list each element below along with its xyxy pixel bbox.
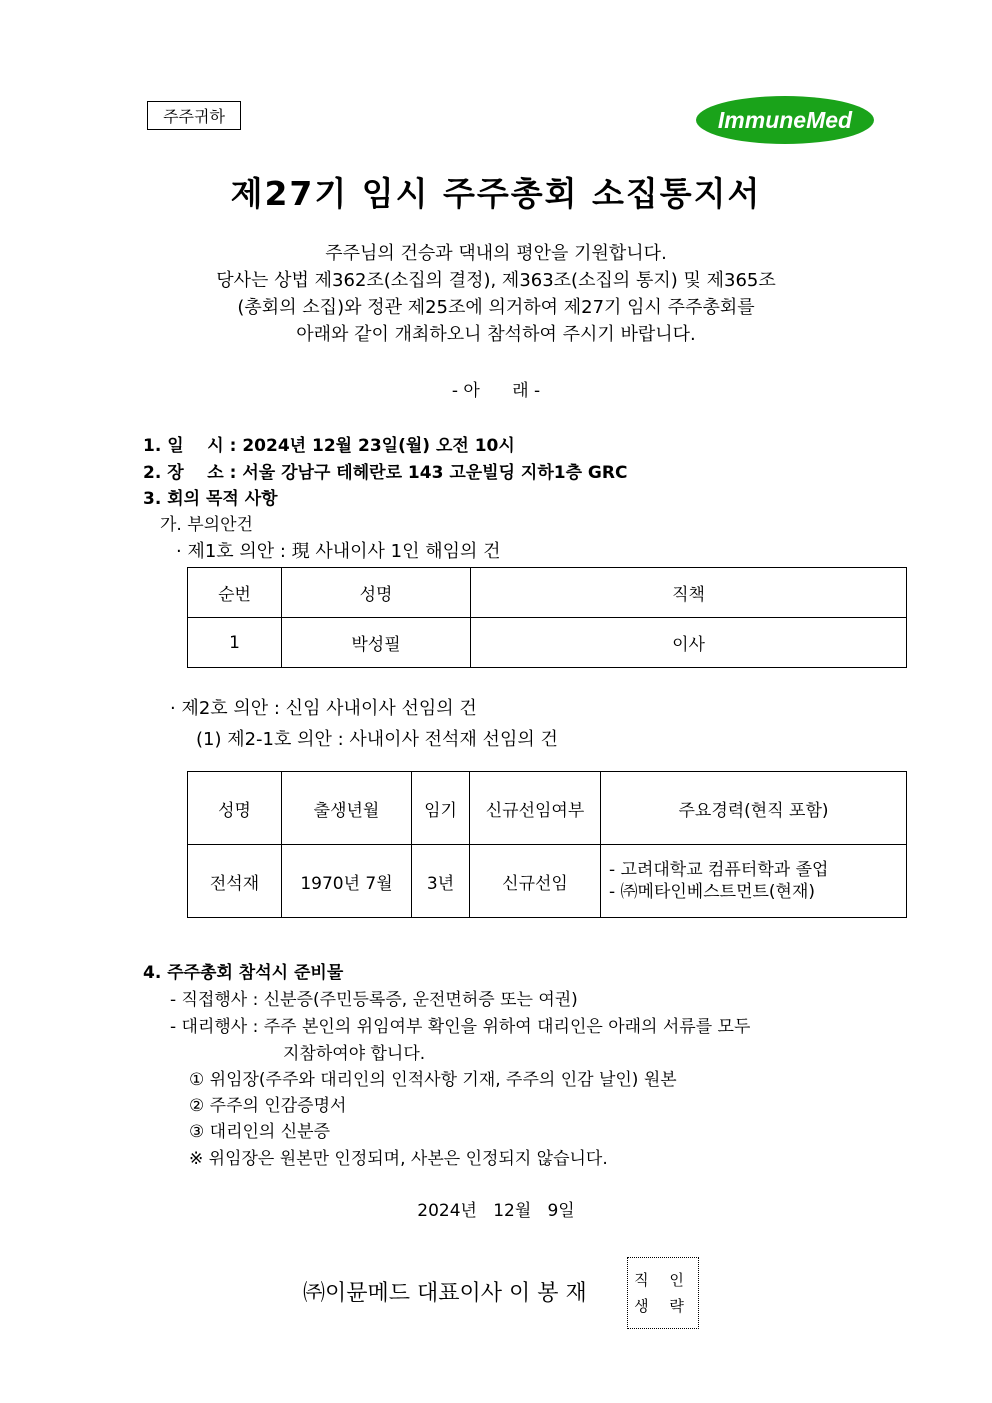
- greeting-paragraph: [0, 240, 992, 348]
- item-place: 2. 장 소 : 서울 강남구 테헤란로 143 고운빌딩 지하1층 GRC: [143, 463, 628, 483]
- item-datetime: 1. 일 시 : 2024년 12월 23일(월) 오전 10시: [143, 436, 515, 456]
- table-cell: 이사: [471, 618, 907, 668]
- prep-note: ※ 위임장은 원본만 인정되며, 사본은 인정되지 않습니다.: [189, 1149, 608, 1169]
- career-line: - ㈜메타인베스트먼트(현재): [609, 882, 816, 902]
- seal-line: 생 략: [634, 1297, 692, 1315]
- prep-proxy-cont: 지참하여야 합니다.: [283, 1044, 426, 1064]
- table-header-cell: 성명: [188, 772, 282, 845]
- table-cell-career: [601, 845, 907, 918]
- notice-date: 2024년 12월 9일: [417, 1201, 575, 1221]
- seal-line: 직 인: [634, 1271, 692, 1289]
- logo-ellipse: [694, 94, 876, 146]
- table-row: [188, 618, 907, 668]
- below-marker: - 아 래 -: [451, 381, 541, 401]
- table-cell: 전석재: [188, 845, 282, 918]
- appointment-table: [187, 771, 907, 918]
- greeting-line: 당사는 상법 제362조(소집의 결정), 제363조(소집의 통지) 및 제365조: [216, 270, 776, 291]
- career-line: - 고려대학교 컴퓨터학과 졸업: [609, 860, 829, 880]
- company-logo: [694, 94, 876, 150]
- prep-doc: ③ 대리인의 신분증: [189, 1122, 331, 1142]
- table-header-cell: 주요경력(현직 포함): [601, 772, 907, 845]
- prep-direct: - 직접행사 : 신분증(주민등록증, 운전면허증 또는 여권): [170, 990, 578, 1010]
- logo-text: ImmuneMed: [717, 107, 853, 133]
- agenda-sub: 가. 부의안건: [160, 515, 253, 535]
- signer: ㈜이뮨메드 대표이사 이 봉 재: [303, 1281, 587, 1306]
- agenda-1: · 제1호 의안 : 現 사내이사 1인 해임의 건: [176, 541, 501, 562]
- dismissal-table: [187, 567, 907, 668]
- item-agenda-heading: 3. 회의 목적 사항: [143, 489, 278, 509]
- table-header-cell: 직책: [471, 568, 907, 618]
- prep-proxy: - 대리행사 : 주주 본인의 위임여부 확인을 위하여 대리인은 아래의 서류를 모두: [170, 1017, 751, 1037]
- table-header-row: [188, 772, 907, 845]
- prep-heading: 4. 주주총회 참석시 준비물: [143, 963, 344, 983]
- greeting-line: (총회의 소집)와 정관 제25조에 의거하여 제27기 임시 주주총회를: [237, 297, 755, 318]
- table-header-cell: 출생년월: [282, 772, 412, 845]
- greeting-line: 주주님의 건승과 댁내의 평안을 기원합니다.: [325, 243, 667, 264]
- addressee-box: 주주귀하: [147, 101, 241, 130]
- table-cell: 박성필: [282, 618, 471, 668]
- table-header-row: [188, 568, 907, 618]
- table-cell: 3년: [412, 845, 470, 918]
- table-header-cell: 순번: [188, 568, 282, 618]
- agenda-2: · 제2호 의안 : 신임 사내이사 선임의 건: [170, 698, 477, 719]
- table-header-cell: 신규선임여부: [470, 772, 601, 845]
- table-cell: 1: [188, 618, 282, 668]
- agenda-2-1: (1) 제2-1호 의안 : 사내이사 전석재 선임의 건: [196, 729, 558, 750]
- greeting-line: 아래와 같이 개최하오니 참석하여 주시기 바랍니다.: [296, 324, 696, 345]
- table-row: [188, 845, 907, 918]
- table-header-cell: 임기: [412, 772, 470, 845]
- page-title: 제27기 임시 주주총회 소집통지서: [230, 174, 762, 213]
- table-header-cell: 성명: [282, 568, 471, 618]
- prep-doc: ② 주주의 인감증명서: [189, 1096, 347, 1116]
- table-cell: 신규선임: [470, 845, 601, 918]
- prep-doc: ① 위임장(주주와 대리인의 인적사항 기재, 주주의 인감 날인) 원본: [189, 1070, 677, 1090]
- table-cell: 1970년 7월: [282, 845, 412, 918]
- seal-omitted-box: [627, 1257, 699, 1329]
